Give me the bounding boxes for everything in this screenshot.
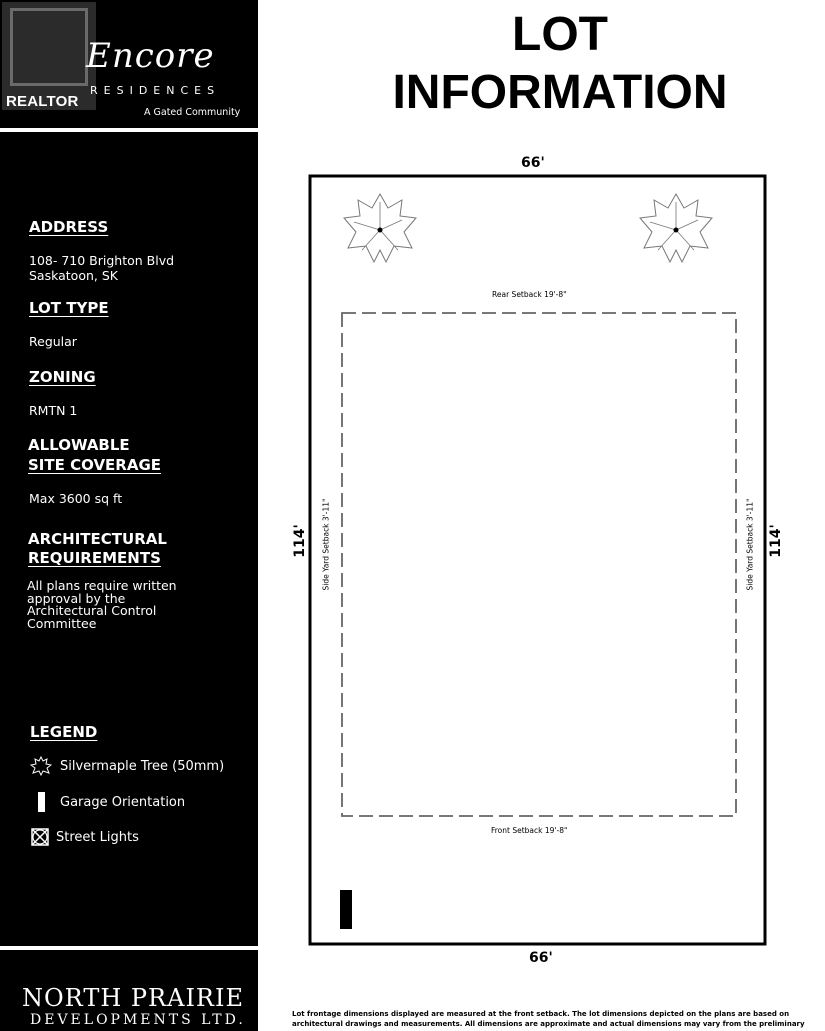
realtor-label: REALTOR <box>6 93 79 110</box>
bottom-dimension: 66' <box>529 950 553 966</box>
lot-type-label: LOT TYPE <box>29 299 109 317</box>
title-line-1: LOT <box>512 8 608 61</box>
side-setback-right-label: Side Yard Setback 3'-11" <box>745 498 755 591</box>
legend-garage-label: Garage Orientation <box>60 794 186 810</box>
top-dimension: 66' <box>521 155 545 171</box>
tagline: A Gated Community <box>144 107 241 118</box>
arch-label-1: ARCHITECTURAL <box>28 530 167 548</box>
lot-type-value: Regular <box>29 334 77 349</box>
legend-label: LEGEND <box>30 723 98 741</box>
developer-name: NORTH PRAIRIE <box>22 984 244 1012</box>
legend-lights-label: Street Lights <box>56 829 139 845</box>
right-dimension: 114' <box>768 524 784 558</box>
setback-line <box>342 313 736 816</box>
zoning-value: RMTN 1 <box>29 403 78 418</box>
side-setback-left-label: Side Yard Setback 3'-11" <box>321 498 331 591</box>
address-value: 108- 710 Brighton Blvd Saskatoon, SK <box>29 253 175 283</box>
zoning-label: ZONING <box>29 368 96 386</box>
coverage-label-2: SITE COVERAGE <box>28 456 162 474</box>
coverage-value: Max 3600 sq ft <box>29 491 123 506</box>
encore-logo-text: Encore <box>86 36 215 76</box>
footnote: Lot frontage dimensions displayed are measured at the front setback. The lot dimensions depicted on the plans are based on architectural drawings and measurements. All dimensions are approximate and actual dimensions may vary from the preliminary <box>292 1010 805 1028</box>
arch-value: All plans require written approval by the Architectural Control Committee <box>27 578 177 631</box>
residences-text: RESIDENCES <box>90 84 221 97</box>
left-dimension: 114' <box>292 524 308 558</box>
front-setback-label: Front Setback 19'-8" <box>491 826 568 835</box>
title-line-2: INFORMATION <box>392 66 728 119</box>
tree-right <box>640 194 712 262</box>
legend-tree-label: Silvermaple Tree (50mm) <box>60 758 225 774</box>
address-label: ADDRESS <box>29 218 109 236</box>
rear-setback-label: Rear Setback 19'-8" <box>492 290 567 299</box>
developer-sub: DEVELOPMENTS LTD. <box>30 1012 246 1028</box>
garage-marker <box>340 890 352 929</box>
arch-label-2: REQUIREMENTS <box>28 549 161 567</box>
tree-left <box>344 194 416 262</box>
coverage-label-1: ALLOWABLE <box>28 436 130 454</box>
